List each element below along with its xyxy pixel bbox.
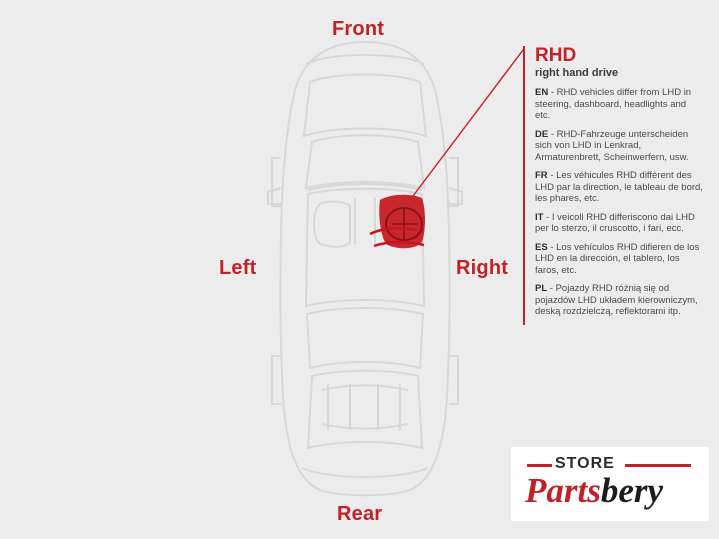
- callout-item-en: [535, 87, 703, 122]
- logo-dash-right: [625, 464, 691, 467]
- logo-dash-left: [527, 464, 552, 467]
- callout-lang-pl: PL: [535, 283, 548, 294]
- car-top-view-diagram: [250, 38, 480, 498]
- callout-lang-en: EN: [535, 87, 549, 98]
- callout-text-en: - RHD vehicles differ from LHD in steering, dashboard, headlights and etc.: [535, 87, 692, 121]
- callout-item-pl: [535, 283, 703, 318]
- callout-item-fr: [535, 170, 703, 205]
- logo-brand-text: [525, 471, 663, 511]
- orientation-label-front: Front: [332, 18, 385, 40]
- orientation-label-left: Left: [219, 257, 257, 279]
- callout-text-de: - RHD-Fahrzeuge unterscheiden sich von LHD in Lenkrad, Armaturenbrett, Scheinwerfern, usw.: [535, 128, 689, 163]
- callout-lang-it: IT: [535, 211, 544, 223]
- callout-subtitle: right hand drive: [535, 67, 619, 79]
- orientation-label-rear: Rear: [337, 503, 383, 525]
- rhd-callout-panel: [523, 46, 703, 325]
- rhd-highlight-area: [370, 195, 425, 248]
- logo-brand-bery: bery: [600, 471, 664, 510]
- callout-item-es: [535, 242, 703, 277]
- callout-text-fr: - Les véhicules RHD diffèrent des LHD par la direction, le tableau de bord, les phares, etc.: [535, 170, 703, 204]
- callout-title: RHD: [535, 45, 577, 66]
- logo-store-text: STORE: [555, 455, 615, 472]
- orientation-label-right: Right: [456, 257, 509, 279]
- callout-lang-de: DE: [535, 128, 549, 140]
- callout-lang-es: ES: [535, 241, 548, 253]
- callout-lang-fr: FR: [535, 170, 548, 181]
- callout-item-it: [535, 212, 703, 235]
- callout-item-de: [535, 129, 703, 164]
- callout-text-es: - Los vehículos RHD difieren de los LHD en la dirección, el tablero, los faros, etc.: [535, 241, 700, 276]
- callout-text-it: - I veicoli RHD differiscono dai LHD per lo sterzo, il cruscotto, i fari, ecc.: [535, 211, 695, 234]
- brand-logo: [511, 447, 709, 521]
- callout-text-pl: - Pojazdy RHD różnią się od pojazdów LHD układem kierowniczym, deską rozdzielczą, reflektorami itp.: [535, 283, 698, 317]
- logo-brand-parts: Parts: [525, 471, 601, 510]
